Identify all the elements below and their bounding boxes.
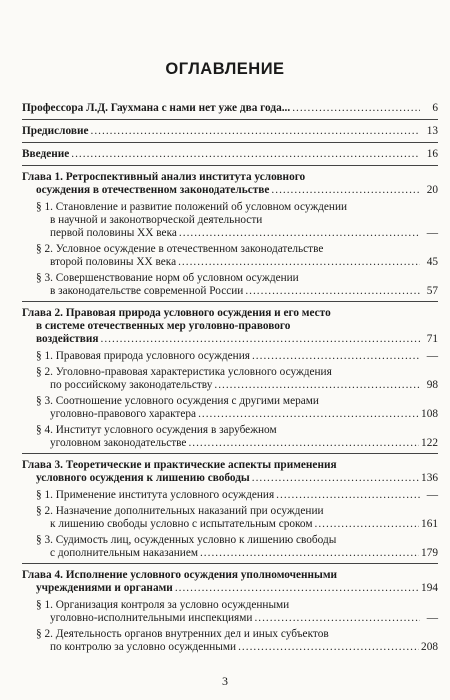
entry-page: 208 — [421, 641, 438, 653]
entry-page: 6 — [432, 102, 438, 114]
leader-dots — [188, 437, 419, 450]
entry-page: 71 — [426, 333, 438, 345]
divider — [22, 165, 438, 166]
chapter-entry — [22, 171, 438, 197]
page-title: ОГЛАВЛЕНИЕ — [165, 60, 285, 78]
leader-dots — [71, 148, 420, 161]
entry-page: 122 — [421, 437, 438, 449]
section-entry — [22, 201, 438, 240]
leader-dots — [252, 472, 419, 485]
entry-text: первой половины XX века — [50, 227, 177, 239]
entry-text: в системе отечественных мер уголовно-правового — [36, 320, 291, 332]
entry-text: § 1. Становление и развитие положений об условном осуждении — [36, 201, 348, 213]
entry-text: § 3. Совершенствование норм об условном осуждении — [36, 272, 299, 284]
leader-dots — [101, 333, 420, 346]
section-entry — [22, 628, 438, 654]
leader-dots — [315, 518, 420, 531]
entry-page: — — [426, 227, 438, 239]
section-entry — [22, 350, 438, 363]
entry-text: § 2. Деятельность органов внутренних дел и иных субъектов — [36, 628, 329, 640]
entry-page: 194 — [421, 582, 438, 594]
section-entry — [22, 534, 438, 560]
entry-text: уголовном законодательстве — [50, 437, 187, 449]
leader-dots — [271, 184, 420, 197]
divider — [22, 563, 438, 564]
leader-dots — [245, 285, 420, 298]
entry-page: 179 — [421, 547, 438, 559]
leader-dots — [252, 350, 420, 363]
toc-entry — [22, 148, 438, 161]
entry-page: 108 — [421, 408, 438, 420]
entry-text: § 3. Судимость лиц, осужденных условно к лишению свободы — [36, 534, 337, 546]
entry-text: по российскому законодательству — [50, 379, 213, 391]
divider — [22, 301, 438, 302]
toc-entry — [22, 125, 438, 138]
entry-text: § 4. Институт условного осуждения в зарубежном — [36, 424, 277, 436]
leader-dots — [200, 547, 419, 560]
leader-dots — [91, 125, 420, 138]
leader-dots — [254, 612, 420, 625]
entry-text: Профессора Л.Д. Гаухмана с нами нет уже два года... — [22, 102, 291, 114]
entry-text: § 2. Уголовно-правовая характеристика условного осуждения — [36, 366, 332, 378]
entry-text: к лишению свободы условно с испытательным сроком — [50, 518, 313, 530]
table-of-contents — [22, 102, 438, 657]
entry-text: § 1. Правовая природа условного осуждения — [36, 350, 250, 362]
entry-text: Глава 2. Правовая природа условного осуждения и его место — [22, 307, 331, 319]
toc-entry — [22, 102, 438, 115]
entry-text: второй половины XX века — [50, 256, 177, 268]
leader-dots — [214, 379, 420, 392]
entry-text: воздействия — [36, 333, 99, 345]
entry-text: § 1. Применение института условного осуждения — [36, 489, 275, 501]
entry-text: § 2. Условное осуждение в отечественном законодательстве — [36, 243, 324, 255]
entry-page: 13 — [426, 125, 438, 137]
section-entry — [22, 505, 438, 531]
entry-page: 136 — [421, 472, 438, 484]
entry-text: § 1. Организация контроля за условно осужденными — [36, 599, 290, 611]
entry-text: уголовно-исполнительными инспекциями — [50, 612, 253, 624]
entry-text: Введение — [22, 148, 70, 160]
entry-text: в научной и законотворческой деятельности — [50, 214, 263, 226]
entry-page: 45 — [426, 256, 438, 268]
section-entry — [22, 366, 438, 392]
leader-dots — [198, 408, 419, 421]
entry-text: по контролю за условно осужденными — [50, 641, 237, 653]
chapter-entry — [22, 307, 438, 346]
page-number: 3 — [222, 674, 228, 688]
chapter-entry — [22, 459, 438, 485]
entry-text: § 2. Назначение дополнительных наказаний при осуждении — [36, 505, 324, 517]
entry-page: 20 — [426, 184, 438, 196]
section-entry — [22, 599, 438, 625]
entry-text: Глава 1. Ретроспективный анализ института условного — [22, 171, 306, 183]
section-entry — [22, 243, 438, 269]
leader-dots — [292, 102, 420, 115]
leader-dots — [175, 582, 419, 595]
entry-page: — — [426, 612, 438, 624]
entry-text: с дополнительным наказанием — [50, 547, 198, 559]
section-entry — [22, 395, 438, 421]
entry-text: Предисловие — [22, 125, 89, 137]
entry-page: 161 — [421, 518, 438, 530]
entry-page: — — [426, 350, 438, 362]
divider — [22, 142, 438, 143]
divider — [22, 119, 438, 120]
entry-text: условного осуждения к лишению свободы — [36, 472, 250, 484]
section-entry — [22, 272, 438, 298]
divider — [22, 453, 438, 454]
entry-text: уголовно-правового характера — [50, 408, 197, 420]
entry-page: 98 — [426, 379, 438, 391]
leader-dots — [179, 227, 420, 240]
leader-dots — [178, 256, 420, 269]
entry-page: 57 — [426, 285, 438, 297]
entry-text: учреждениями и органами — [36, 582, 173, 594]
entry-page: 16 — [426, 148, 438, 160]
entry-text: § 3. Соотношение условного осуждения с другими мерами — [36, 395, 319, 407]
entry-text: Глава 4. Исполнение условного осуждения уполномоченными — [22, 569, 338, 581]
entry-text: Глава 3. Теоретические и практические аспекты применения — [22, 459, 337, 471]
chapter-entry — [22, 569, 438, 595]
entry-text: в законодательстве современной России — [50, 285, 244, 297]
section-entry — [22, 424, 438, 450]
leader-dots — [238, 641, 419, 654]
entry-text: осуждения в отечественном законодательстве — [36, 184, 270, 196]
leader-dots — [276, 489, 420, 502]
entry-page: — — [426, 489, 438, 501]
section-entry — [22, 489, 438, 502]
